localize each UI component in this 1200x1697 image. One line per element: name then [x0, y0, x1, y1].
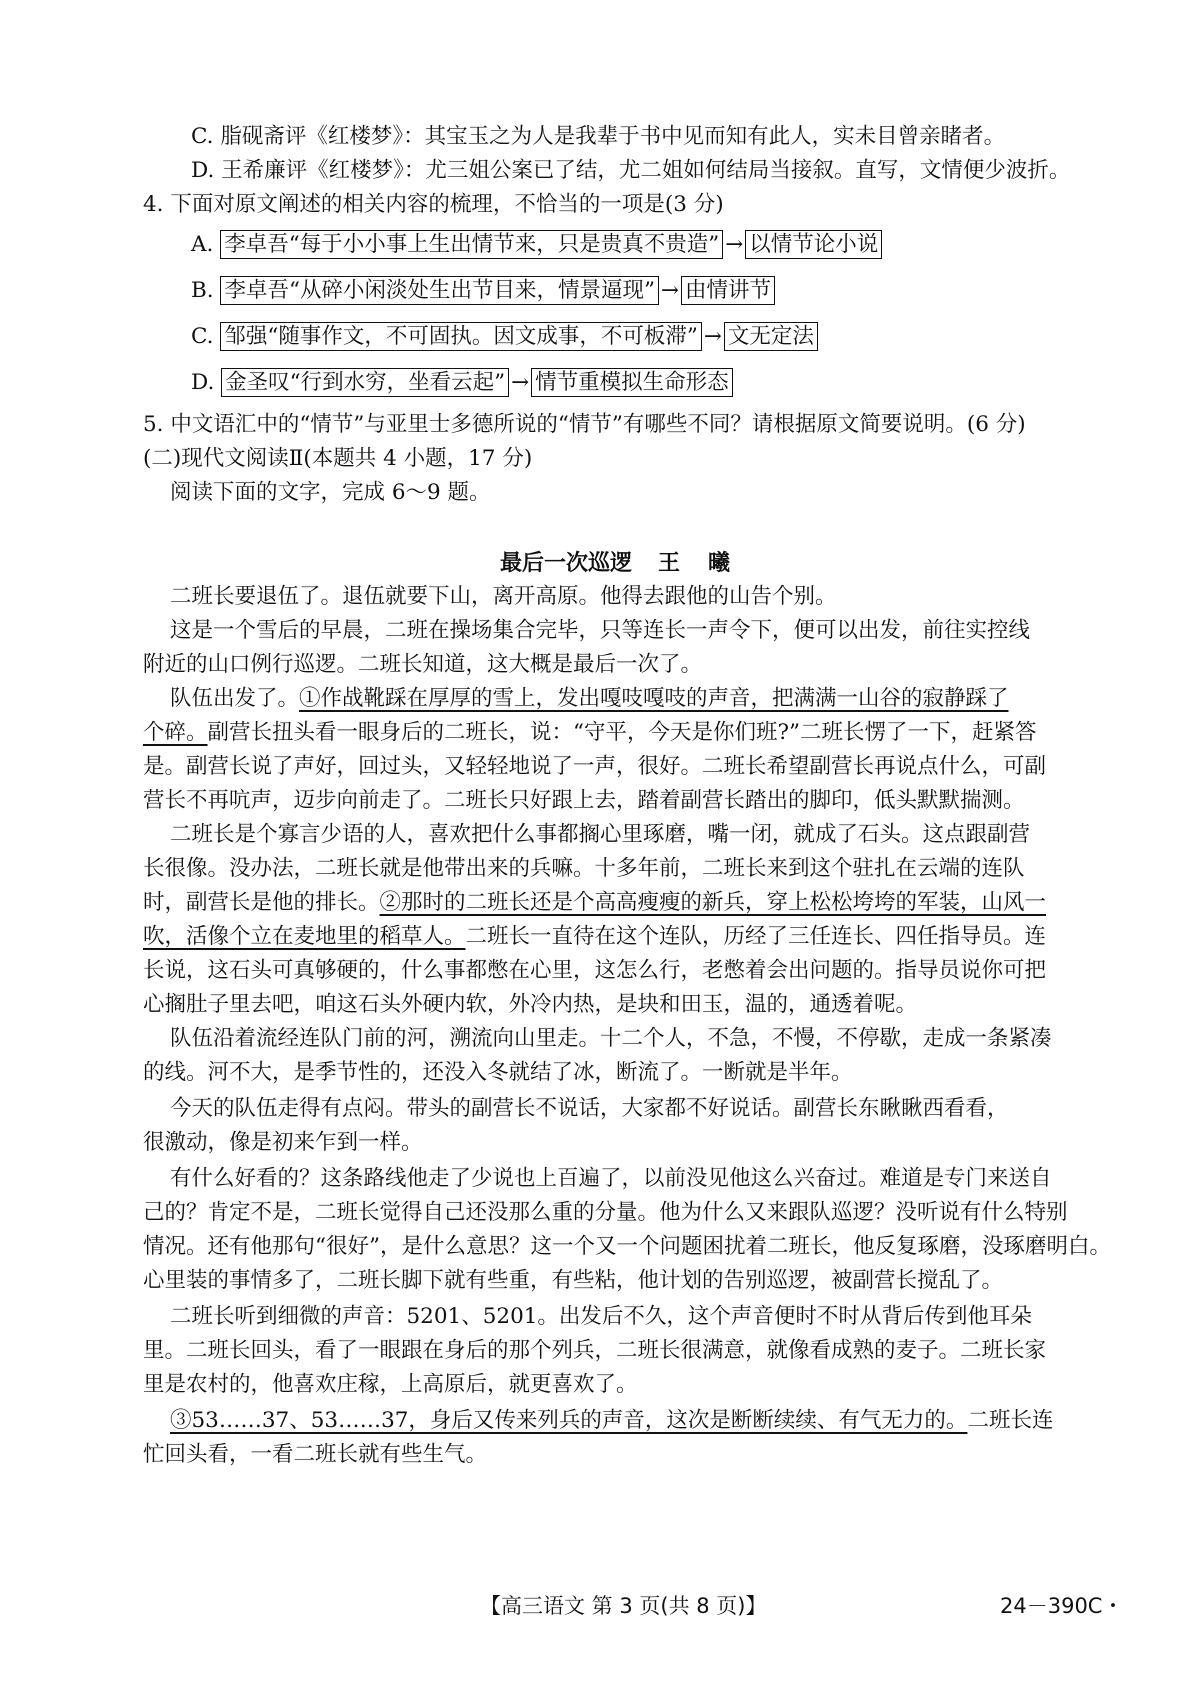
arrow-icon: → [703, 324, 722, 349]
text-span: 二班长连 [967, 1408, 1054, 1433]
paragraph-3-line-3: 是。副营长说了声好，回过头，又轻轻地说了一声，很好。二班长希望副营长再说点什么，可副 [143, 754, 1047, 779]
paragraph-8-line-3: 里是农村的，他喜欢庄稼，上高原后，就更喜欢了。 [143, 1372, 638, 1397]
underlined-sentence-1: ①作战靴踩在厚厚的雪上，发出嘎吱嘎吱的声音，把满满一山谷的寂静踩了 [299, 686, 1009, 711]
paragraph-5-line-2: 的线。河不大，是季节性的，还没入冬就结了冰，断流了。一断就是半年。 [143, 1060, 853, 1085]
text-span: 二班长一直待在这个连队，历经了三任连长、四任指导员。连 [465, 924, 1047, 949]
underlined-sentence-2-end: 吹，活像个立在麦地里的稻草人。 [143, 924, 466, 949]
arrow-icon: → [660, 278, 679, 303]
article-author: 王曦 [658, 550, 759, 576]
question-4-stem: 4. 下面对原文阐述的相关内容的梳理，不恰当的一项是(3 分) [143, 192, 724, 217]
page-footer: 【高三语文 第 3 页(共 8 页)】 [480, 1594, 767, 1618]
article-title: 最后一次巡逻 [500, 550, 633, 576]
paragraph-4-line-1: 二班长是个寡言少语的人，喜欢把什么事都搁心里琢磨，嘴一闭，就成了石头。这点跟副营 [170, 822, 1031, 847]
paragraph-2-line-2: 附近的山口例行巡逻。二班长知道，这大概是最后一次了。 [143, 652, 703, 677]
paragraph-5-line-1: 队伍沿着流经连队门前的河，溯流向山里走。十二个人，不急，不慢，不停歇，走成一条紧凑 [170, 1026, 1052, 1051]
question-4-option-b [191, 276, 775, 306]
option-left-box: 金圣叹“行到水穷，坐看云起” [221, 368, 509, 397]
paragraph-7-line-2: 己的？肯定不是，二班长觉得自己还没那么重的分量。他为什么又来跟队巡逻？没听说有什么特别 [143, 1200, 1068, 1225]
paragraph-6-line-1: 今天的队伍走得有点闷。带头的副营长不说话，大家都不好说话。副营长东瞅瞅西看看， [170, 1096, 1009, 1121]
text-span: 副营长扭头看一眼身后的二班长，说：“守平，今天是你们班?”二班长愣了一下，赶紧答 [207, 720, 1037, 745]
paragraph-1: 二班长要退伍了。退伍就要下山，离开高原。他得去跟他的山告个别。 [170, 584, 837, 609]
option-label: A. [191, 232, 214, 257]
question-4-option-c [191, 322, 818, 352]
paragraph-9-line-1 [170, 1406, 1053, 1436]
option-left-box: 李卓吾“每于小小事上生出情节来，只是贵真不贵造” [220, 230, 723, 259]
paragraph-8-line-1: 二班长听到细微的声音：5201、5201。出发后不久，这个声音便时不时从背后传到他耳朵 [170, 1304, 1032, 1329]
option-d-top: D. 王希廉评《红楼梦》：尤三姐公案已了结，尤二姐如何结局当接叙。直写，文情便少波折。 [191, 158, 1071, 183]
paragraph-8-line-2: 里。二班长回头，看了一眼跟在身后的那个列兵，二班长很满意，就像看成熟的麦子。二班长家 [143, 1338, 1047, 1363]
text-span: 队伍出发了。 [170, 686, 300, 711]
question-5: 5. 中文语汇中的“情节”与亚里士多德所说的“情节”有哪些不同？请根据原文简要说明。(6 分) [143, 412, 1026, 437]
arrow-icon: → [725, 232, 744, 257]
text-span: 时，副营长是他的排长。 [143, 890, 380, 915]
paragraph-9-line-2: 忙回头看，一看二班长就有些生气。 [143, 1442, 488, 1467]
arrow-icon: → [511, 370, 530, 395]
article-title-line [500, 548, 758, 578]
paragraph-4-line-6: 心搁肚子里去吧，咱这石头外硬内软，外冷内热，是块和田玉，温的，通透着呢。 [143, 992, 918, 1017]
underlined-sentence-3: ③53……37、53……37，身后又传来列兵的声音，这次是断断续续、有气无力的。 [170, 1408, 968, 1433]
instruction: 阅读下面的文字，完成 6～9 题。 [170, 480, 491, 505]
underlined-sentence-1-end: 个碎。 [143, 720, 208, 745]
paragraph-4-line-3 [143, 888, 1046, 918]
paragraph-7-line-3: 情况。还有他那句“很好”，是什么意思？这一个又一个问题困扰着二班长，他反复琢磨，没琢磨明白。 [143, 1234, 1111, 1259]
paragraph-3-line-4: 营长不再吭声，迈步向前走了。二班长只好跟上去，踏着副营长踏出的脚印，低头默默揣测。 [143, 788, 1025, 813]
option-label: B. [191, 278, 214, 303]
paragraph-3-line-1 [170, 684, 1009, 714]
paragraph-4-line-2: 长很像。没办法，二班长就是他带出来的兵嘛。十多年前，二班长来到这个驻扎在云端的连队 [143, 856, 1025, 881]
exam-code: 24－390C・ [1000, 1594, 1124, 1618]
option-label: C. [191, 324, 214, 349]
paragraph-2-line-1: 这是一个雪后的早晨，二班在操场集合完毕，只等连长一声令下，便可以出发，前往实控线 [170, 618, 1031, 643]
paragraph-6-line-2: 很激动，像是初来乍到一样。 [143, 1130, 423, 1155]
paragraph-3-line-2 [143, 718, 1037, 748]
question-4-option-d [191, 368, 733, 398]
section-heading: (二)现代文阅读Ⅱ(本题共 4 小题，17 分) [143, 446, 533, 471]
paragraph-4-line-5: 长说，这石头可真够硬的，什么事都憋在心里，这怎么行，老憋着会出问题的。指导员说你可把 [143, 958, 1047, 983]
paragraph-7-line-4: 心里装的事情多了，二班长脚下就有些重，有些粘，他计划的告别巡逻，被副营长搅乱了。 [143, 1268, 1004, 1293]
option-right-box: 文无定法 [724, 322, 818, 351]
paragraph-4-line-4 [143, 922, 1046, 952]
underlined-sentence-2: ②那时的二班长还是个高高瘦瘦的新兵，穿上松松垮垮的军装，山风一 [379, 890, 1047, 915]
paragraph-7-line-1: 有什么好看的？这条路线他走了少说也上百遍了，以前没见他这么兴奋过。难道是专门来送自 [170, 1166, 1052, 1191]
option-c-top: C. 脂砚斋评《红楼梦》：其宝玉之为人是我辈于书中见而知有此人，实未目曾亲睹者。 [191, 124, 1006, 149]
option-right-box: 以情节论小说 [745, 230, 882, 259]
option-label: D. [191, 370, 215, 395]
option-left-box: 李卓吾“从碎小闲淡处生出节目来，情景逼现” [220, 276, 659, 305]
option-right-box: 由情讲节 [681, 276, 775, 305]
option-right-box: 情节重模拟生命形态 [531, 368, 733, 397]
option-left-box: 邹强“随事作文，不可固执。因文成事，不可板滞” [220, 322, 702, 351]
question-4-option-a [191, 230, 882, 260]
